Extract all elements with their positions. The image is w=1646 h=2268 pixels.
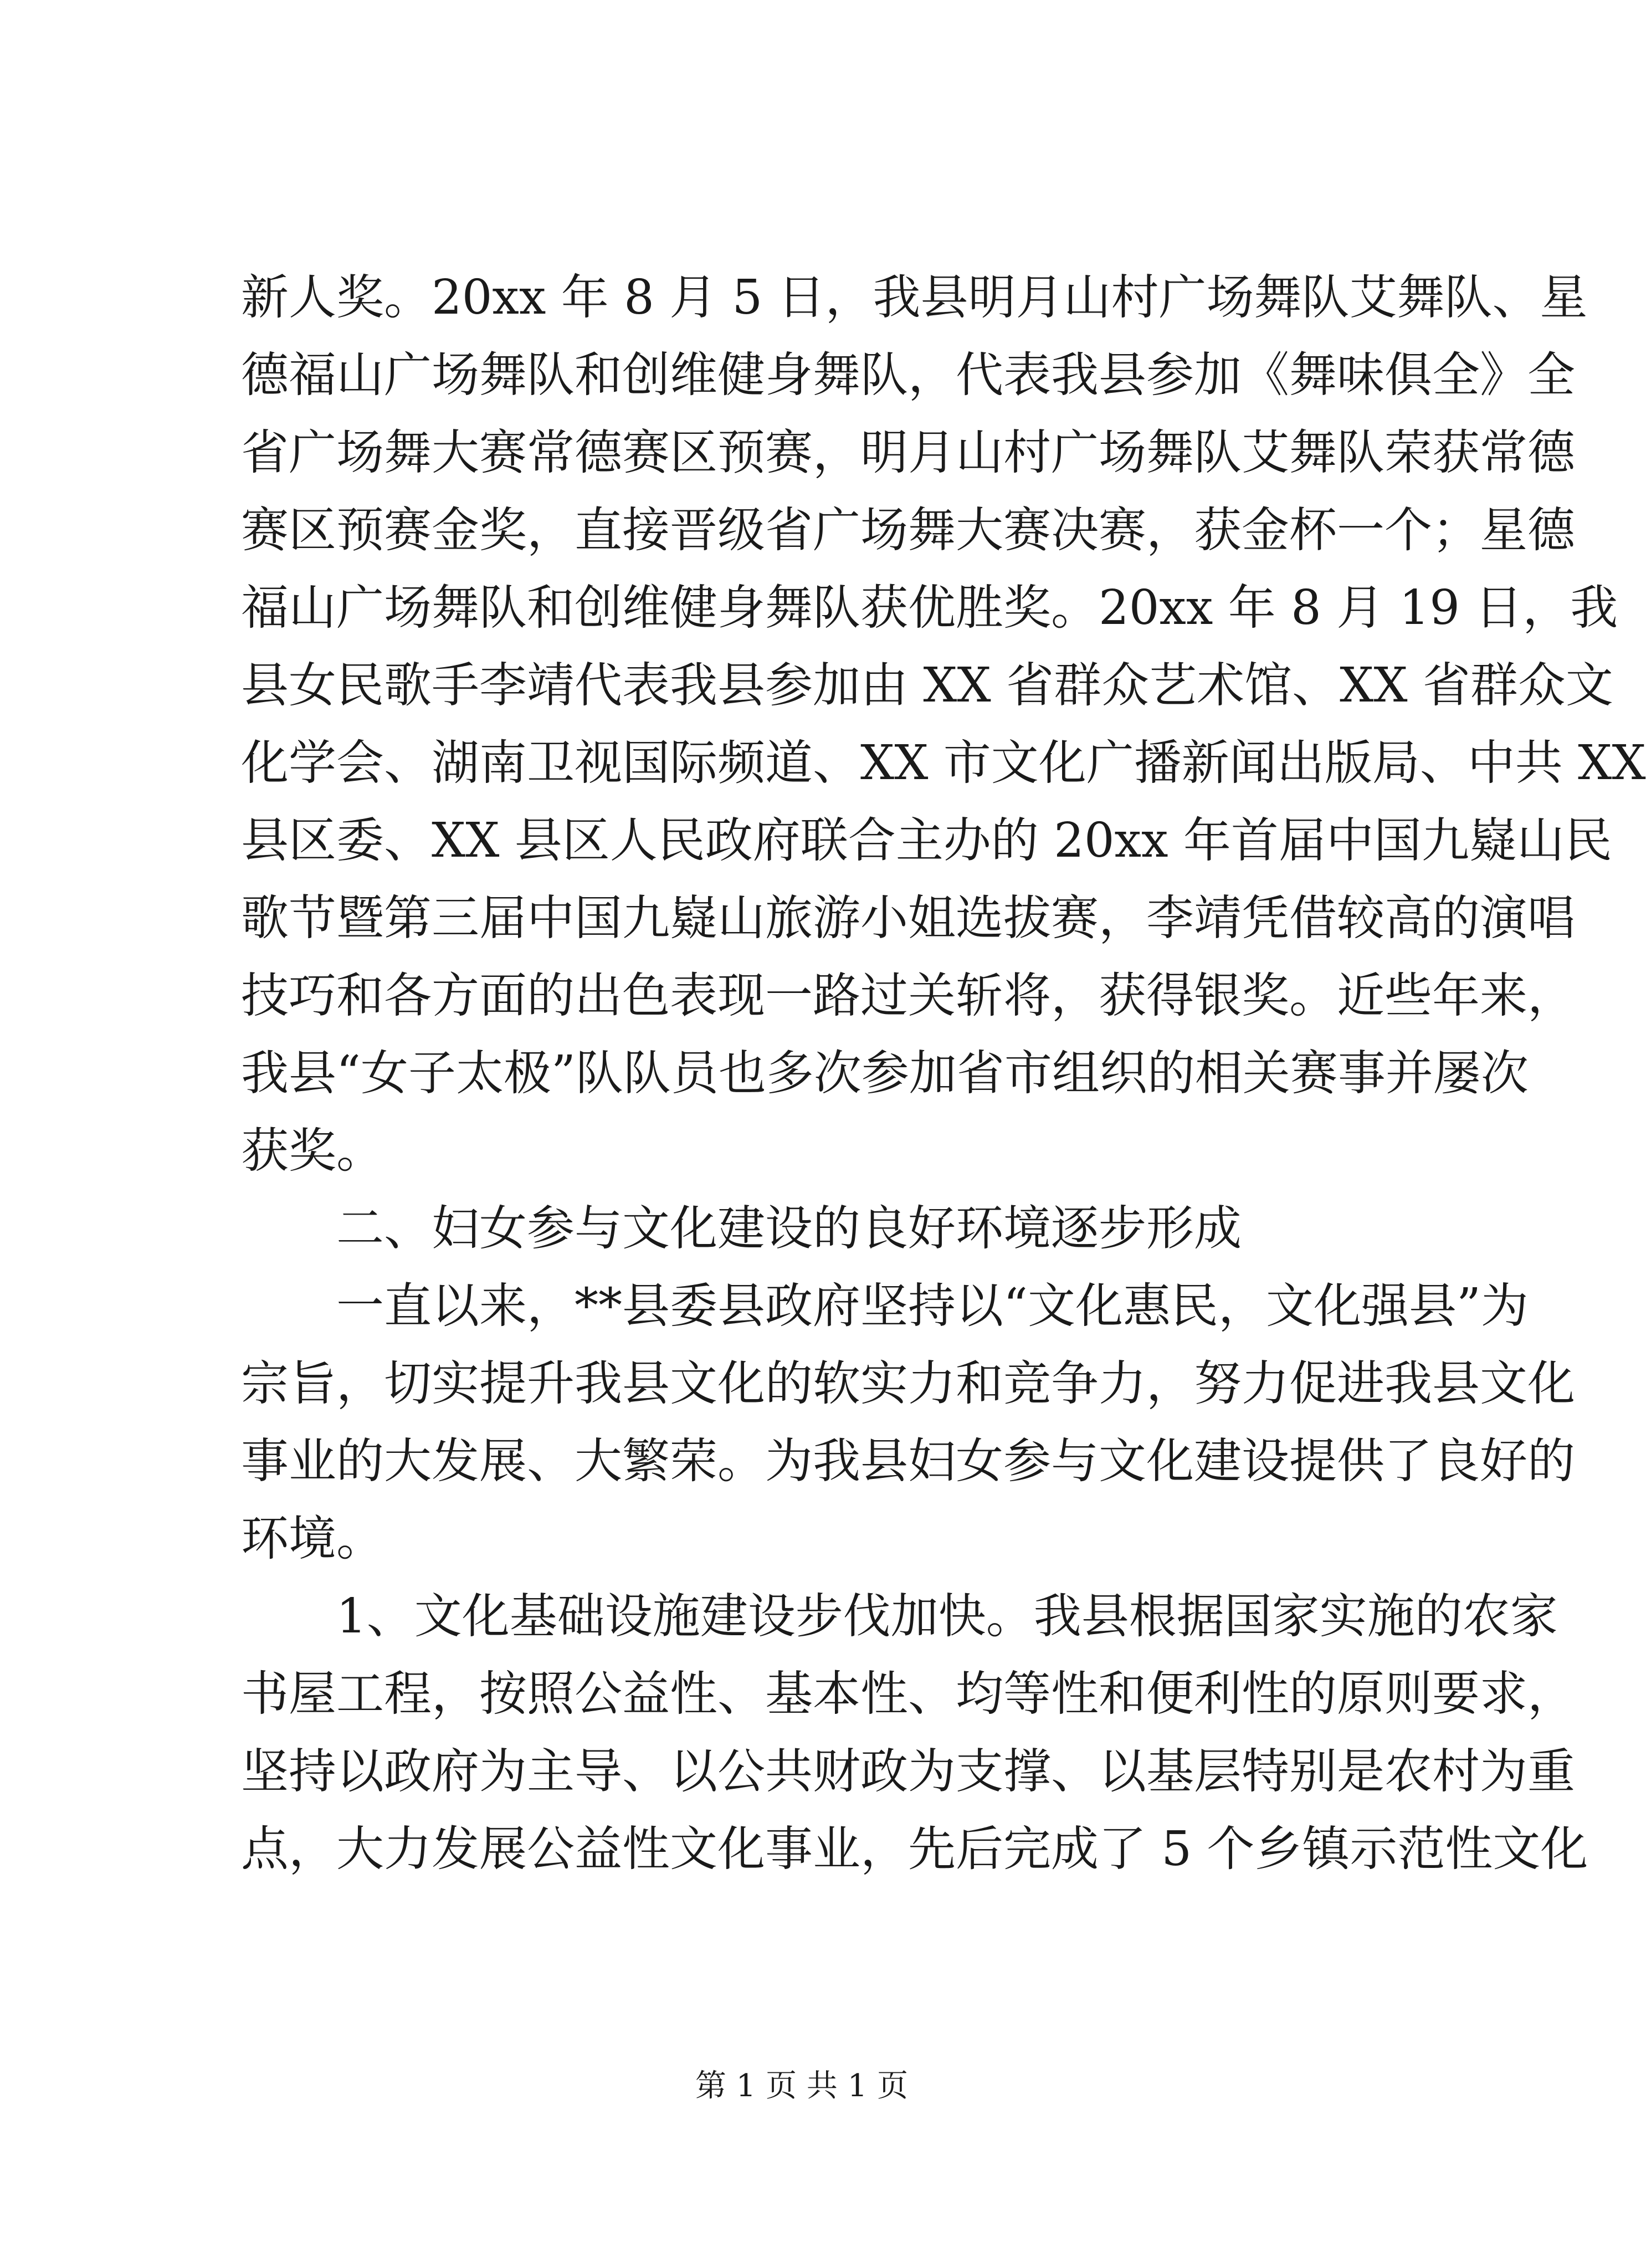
body-text-line: 德福山广场舞队和创维健身舞队，代表我县参加《舞味俱全》全 [241, 347, 1575, 403]
body-text-line: 获奖。 [241, 1123, 384, 1179]
body-text-line: 事业的大发展、大繁荣。为我县妇女参与文化建设提供了良好的 [241, 1434, 1575, 1489]
body-text-line: 福山广场舞队和创维健身舞队获优胜奖。20xx 年 8 月 19 日，我 [241, 580, 1618, 636]
body-text-line: 环境。 [241, 1511, 384, 1566]
body-text-line: 我县“女子太极”队队员也多次参加省市组织的相关赛事并屡次 [241, 1046, 1529, 1101]
body-text-line: 新人奖。20xx 年 8 月 5 日，我县明月山村广场舞队艾舞队、星 [241, 270, 1588, 325]
body-text-line: 宗旨，切实提升我县文化的软实力和竞争力，努力促进我县文化 [241, 1356, 1575, 1411]
body-text-line: 1、文化基础设施建设步伐加快。我县根据国家实施的农家 [336, 1589, 1558, 1644]
body-text-line: 坚持以政府为主导、以公共财政为支撑、以基层特别是农村为重 [241, 1744, 1575, 1799]
section-heading: 二、妇女参与文化建设的良好环境逐步形成 [336, 1201, 1242, 1256]
body-text-line: 歌节暨第三届中国九嶷山旅游小姐选拔赛，李靖凭借较高的演唱 [241, 890, 1575, 946]
body-text-line: 县区委、XX 县区人民政府联合主办的 20xx 年首届中国九嶷山民 [241, 813, 1612, 868]
body-text-line: 县女民歌手李靖代表我县参加由 XX 省群众艺术馆、XX 省群众文 [241, 658, 1613, 713]
body-text-line: 一直以来，**县委县政府坚持以“文化惠民，文化强县”为 [336, 1278, 1529, 1334]
body-text-line: 省广场舞大赛常德赛区预赛，明月山村广场舞队艾舞队荣获常德 [241, 425, 1575, 480]
body-text-line: 赛区预赛金奖，直接晋级省广场舞大赛决赛，获金杯一个；星德 [241, 503, 1575, 558]
body-text-line: 化学会、湖南卫视国际频道、XX 市文化广播新闻出版局、中共 XX [241, 735, 1646, 791]
body-text-line: 技巧和各方面的出色表现一路过关斩将，获得银奖。近些年来， [241, 968, 1575, 1023]
page-footer: 第 1 页 共 1 页 [695, 2068, 909, 2104]
body-text-line: 书屋工程，按照公益性、基本性、均等性和便利性的原则要求， [241, 1666, 1575, 1722]
body-text-line: 点，大力发展公益性文化事业，先后完成了 5 个乡镇示范性文化 [241, 1821, 1588, 1877]
